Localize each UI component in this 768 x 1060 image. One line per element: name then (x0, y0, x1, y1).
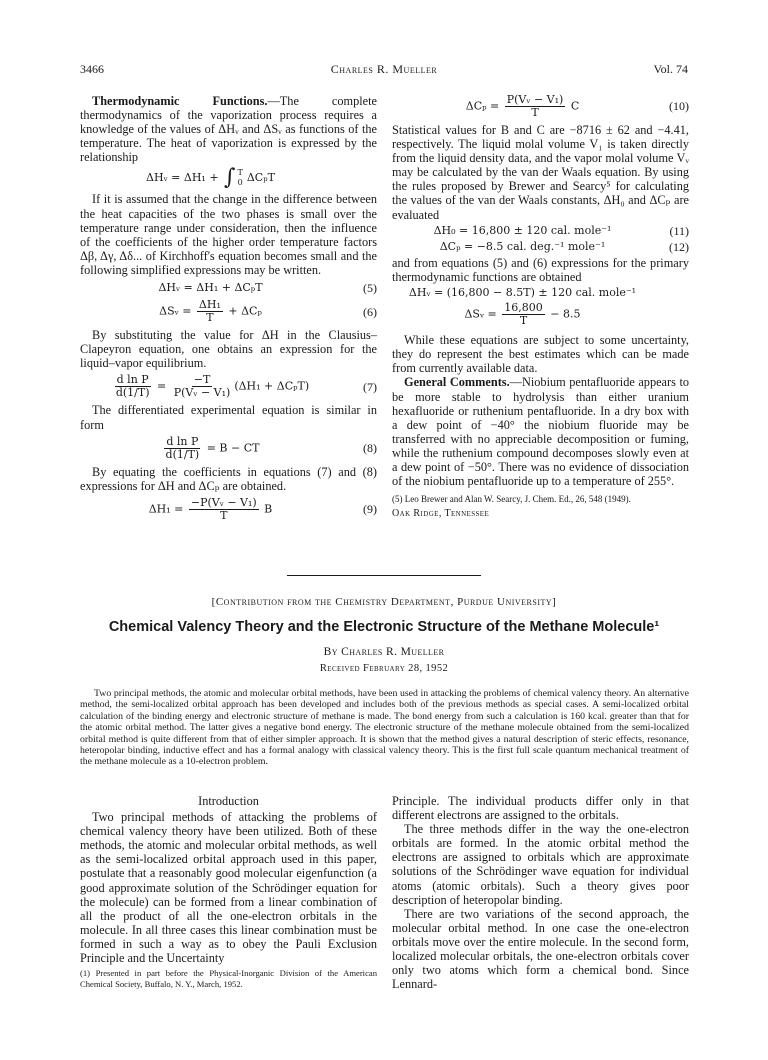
bottom-right-column (392, 794, 689, 991)
equation-11 (392, 224, 689, 238)
equation-rhs: (ΔH₁ + ΔCₚT) (234, 379, 310, 393)
equation-12 (392, 240, 689, 254)
contribution-line: [Contribution from the Chemistry Department, Purdue University] (211, 596, 557, 608)
numerator: d ln P (166, 434, 199, 448)
equation-rhs: − 8.5 (546, 307, 581, 321)
equation-dhv (392, 286, 689, 300)
equation-body: ΔHᵥ = (16,800 − 8.5T) ± 120 cal. mole⁻¹ (408, 286, 637, 300)
footnote-1: (1) Presented in part before the Physical-Inorganic Division of the American Chemical Society, Buffalo, N. Y., March, 1952. (80, 968, 377, 989)
paragraph (80, 94, 377, 164)
equation-6 (80, 299, 377, 324)
paragraph: The three methods differ in the way the one-electron orbitals are formed. In the atomic orbital method the electrons are assigned to orbitals which are approximate solutions of the Schrödinger wave equation for individual atoms (atomic orbitals). Such a theory gives poor description of heteropolar binding. (392, 822, 689, 907)
equation-number: (11) (669, 223, 689, 238)
affiliation: Oak Ridge, Tennessee (392, 508, 490, 520)
bottom-left-column (80, 794, 377, 989)
equation-5 (80, 281, 377, 295)
paragraph: Principle. The individual products differ only in that different electrons are assigned to the orbitals. (392, 794, 689, 823)
fraction (172, 374, 233, 399)
abstract: Two principal methods, the atomic and molecular orbital methods, have been used in attacking the problems of chemical valency theory. An alternative method, the semi-localized orbital approach has been developed and includes both of the previous methods as special cases. A semi-localized orbital calculation of the binding energy and electronic structure of methane is made. The bond energy from such a calculation is 160 kcal. greater than that for the atomic orbital method. The latter gives a negative bond energy. The electronic structure of the methane molecule obtained from the semi-localized orbital method is quite different from that of either simpler approach. It is shown that the method gives a natural description of steric effects, resonance, heteropolar binding, inductive effect and has a formal analogy with classical valency theory. This is the first full scale quantum mechanical treatment of the methane molecule as a 10-electron problem. (80, 688, 689, 768)
byline: By Charles R. Mueller (323, 646, 445, 658)
numerator: −P(Vᵥ − V₁) (190, 495, 257, 509)
denominator: P(Vᵥ − V₁) (173, 386, 231, 400)
equation-rhs: ΔCₚT (246, 171, 275, 185)
fraction (189, 497, 259, 522)
equation-number: (9) (363, 502, 377, 517)
numerator: d ln P (116, 373, 149, 387)
equation-lhs: ΔH₁ = (148, 502, 187, 516)
equation-lhs: ΔSᵥ = (464, 307, 501, 321)
paragraph: While these equations are subject to some uncertainty, they do represent the best estimates which can be made from currently available data. (392, 333, 689, 376)
equation-rhs: C (567, 99, 580, 113)
equation-body: ΔHᵥ = ΔH₁ + ΔCₚT (158, 281, 263, 295)
fraction (502, 302, 545, 327)
section-runin-heading: General Comments. (404, 375, 510, 390)
page-number: 3466 (80, 62, 104, 76)
running-author: Charles R. Mueller (330, 62, 438, 76)
paragraph: Statistical values for B and C are −8716 ± 62 and −4.41, respectively. The liquid molal volume V₁ is taken directly from the liquid density data, and the vapor molal volume Vᵥ may be calculated by the van der Waals equation. By using the rules proposed by Brewer and Searcy⁵ for calculating the values of the van der Waals constants, ΔH₀ and ΔCₚ are evaluated (392, 123, 689, 222)
numerator: P(Vᵥ − V₁) (506, 93, 564, 106)
paragraph (392, 375, 689, 488)
equation-number: (12) (669, 239, 689, 254)
fraction (114, 374, 152, 399)
fraction (505, 94, 566, 119)
integral-sign: ∫ (224, 165, 236, 191)
running-header (80, 62, 688, 78)
footnote-5: (5) Leo Brewer and Alan W. Searcy, J. Chem. Ed., 26, 548 (1949). (392, 494, 631, 505)
equation-integral (80, 165, 377, 191)
top-right-column (392, 94, 689, 521)
equation-lhs: ΔHᵥ = ΔH₁ + (146, 171, 223, 185)
equation-9 (80, 497, 377, 522)
paragraph-text: —The complete thermodynamics of the vaporization process requires a knowledge of the values of ΔHᵥ and ΔSᵥ as functions of the temperature. The heat of vaporization is expressed by the relationship (80, 94, 377, 165)
paragraph: By substituting the value for ΔH in the Clausius–Clapeyron equation, one obtains an expression for the liquid–vapor equilibrium. (80, 328, 377, 371)
paragraph: and from equations (5) and (6) expressions for the primary thermodynamic functions are obtained (392, 255, 689, 284)
section-heading: Introduction (198, 794, 259, 808)
equation-number: (5) (363, 281, 377, 296)
equation-dsv (392, 302, 689, 327)
equation-body: ΔCₚ = −8.5 cal. deg.⁻¹ mole⁻¹ (439, 239, 606, 253)
denominator: d(1/T) (115, 386, 150, 400)
denominator: T (220, 508, 228, 522)
equation-8 (80, 436, 377, 461)
received-date: Received February 28, 1952 (319, 663, 449, 674)
paragraph: By equating the coefficients in equations (7) and (8) expressions for ΔH and ΔCₚ are obtained. (80, 464, 377, 493)
equation-number: (8) (363, 441, 377, 456)
divider-rule (287, 575, 481, 576)
numerator: ΔH₁ (198, 298, 221, 312)
equation-number: (10) (669, 99, 689, 114)
denominator: d(1/T) (165, 447, 200, 461)
paragraph: If it is assumed that the change in the difference between the heat capacities of the two phases is small over the temperature range under consideration, then the influence of the coefficients of the higher order temperature factors Δβ, Δγ, Δδ... of Kirchhoff's equation becomes small and the following simplified expressions may be written. (80, 192, 377, 277)
denominator: T (206, 311, 214, 325)
numerator: −T (193, 373, 211, 387)
article-title: Chemical Valency Theory and the Electronic Structure of the Methane Molecule¹ (108, 619, 660, 635)
integral-lower: 0 (237, 178, 243, 188)
denominator: T (519, 314, 528, 328)
equation-body: ΔH₀ = 16,800 ± 120 cal. mole⁻¹ (433, 223, 612, 237)
equation-number: (7) (363, 379, 377, 394)
equation-lhs: ΔCₚ = (465, 99, 503, 113)
equation-rhs: + ΔCₚ (224, 304, 262, 318)
equation-7: $\frac{\text{d ln P}}{d(1/T)}$ = $\frac{-T}{\text{P(Vᵥ − V₁)}}$ (ΔH₁ + ΔCₚT) (7) (115, 373, 377, 400)
top-left-column (80, 94, 377, 526)
numerator: 16,800 (504, 301, 543, 315)
paragraph: There are two variations of the second approach, the molecular orbital method. In one case the one-electron orbitals move over the entire molecule. In the second form, localized molecular orbitals, the one-electron orbitals cover only two atoms which form a chemical bond. Since Lennard- (392, 906, 689, 992)
paragraph-text: —Niobium pentafluoride appears to be more stable to hydrolysis than either uranium hexafluoride or ruthenium pentafluoride. In a dry box with a dew point of −40° the niobium fluoride may be transferred with no appreciable decomposition or fuming, while the ruthenium compound decomposes slowly even at a dew point of −50°. There was no evidence of dissociation of the niobium pentafluoride up to a temperature of 255°. (392, 375, 690, 489)
paragraph: Two principal methods of attacking the problems of chemical valency theory have been utilized. Both of these methods, the atomic and molecular orbital methods, as well as the semi-localized orbital approach used in this paper, postulate that a reasonably good molecular eigenfunction (a good approximate solution of the Schrödinger equation for the molecule) can be formed from a linear combination of all the product of all the one-electron orbitals in the molecule. In all three cases this linear combination must be formed in such a way as to obey the Pauli Exclusion Principle and the Uncertainty (80, 810, 377, 966)
section-runin-heading: Thermodynamic Functions. (92, 94, 268, 108)
volume-label: Vol. 74 (653, 62, 688, 76)
equation-rhs: B (260, 502, 273, 516)
fraction (164, 436, 202, 461)
denominator: T (531, 106, 539, 119)
paragraph: The differentiated experimental equation is similar in form (80, 403, 377, 432)
equation-number: (6) (363, 304, 377, 319)
equation-rhs: = B − CT (203, 441, 260, 455)
equation-10 (392, 94, 689, 119)
integral-upper: T (237, 168, 243, 178)
fraction (197, 299, 223, 324)
equation-lhs: ΔSᵥ = (159, 304, 195, 318)
